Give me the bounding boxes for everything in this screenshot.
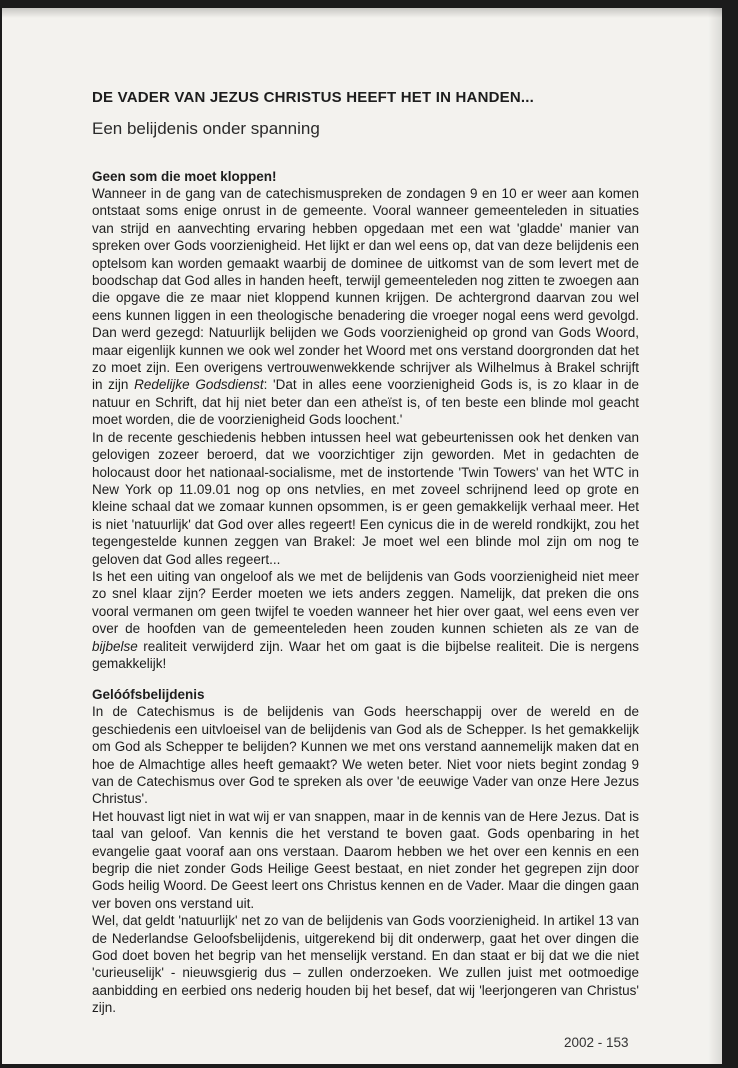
article-subtitle: Een belijdenis onder spanning <box>92 119 320 138</box>
paragraph: In de Catechismus is de belijdenis van Gods heerschappij over de wereld en de geschiedenis een uitvloeisel van de belijdenis van God als de Schepper. Is het gemakkelijk om God als Schepper te belijden? Kunnen we met ons verstand aannemelijk maken dat en hoe de Almachtige alles heeft gemaakt? We weten beter. Niet voor niets begint zondag 9 van de Catechismus over God te spreken als over 'de eeuwige Vader van onze Here Jezus Christus'. <box>92 704 639 807</box>
paragraph: Is het een uiting van ongeloof als we met de belijdenis van Gods voorzienigheid niet meer zo snel klaar zijn? Eerder moeten we iets anders zeggen. Namelijk, dat preken die ons vooral vermanen om geen twijfel te voeden wanneer het hier over gaat, wel eens even ver over de hoofden van de gemeenteleden heen zouden kunnen schieten als ze van de bijbelse realiteit verwijderd zijn. Waar het om gaat is die bijbelse realiteit. Die is nergens gemakkelijk! <box>92 568 639 671</box>
section-heading: Gelóófsbelijdenis <box>92 687 205 703</box>
paragraph: Wel, dat geldt 'natuurlijk' net zo van de belijdenis van Gods voorzienigheid. In artikel 13 van de Nederlandse Geloofsbelijdenis, uitgerekend bij dit onderwerp, gaat het over dingen die God doet boven het begrip van het menselijk verstand. En dan staat er bij dat we die niet 'curieuselijk' - nieuwsgierig dus – zullen onderzoeken. We zullen juist met ootmoedige aanbidding en eerbied ons nederig houden bij het besef, dat wij 'leerjongeren van Christus' zijn. <box>92 913 639 1016</box>
page-number: 2002 - 153 <box>564 1035 629 1050</box>
emphasized-word: bijbelse <box>92 638 138 654</box>
paragraph: In de recente geschiedenis hebben intussen heel wat gebeurtenissen ook het denken van gelovigen zozeer beroerd, dat we voorzichtiger zijn geworden. Met in gedachten de holocaust door het nationaal-socialisme, met de instortende 'Twin Towers' van het WTC in New York op 11.09.01 nog op ons netvlies, en met zoveel schrijnend leed op grote en kleine schaal dat we zomaar kunnen opsommen, is er geen gemakkelijk verhaal meer. Het is niet 'natuurlijk' dat God over alles regeert! Een cynicus die in de wereld rondkijkt, zou het tegengestelde kunnen zeggen van Brakel: Je moet wel een blinde mol zijn om nog te geloven dat God alles regeert... <box>92 429 639 567</box>
section-heading: Geen som die moet kloppen! <box>92 169 277 184</box>
article-body <box>92 88 639 1017</box>
paragraph: Het houvast ligt niet in wat wij er van snappen, maar in de kennis van de Here Jezus. Dat is taal van geloof. Van kennis die het verstand te boven gaat. Gods openbaring in het evangelie gaat vooraf aan ons verstaan. Daarom hebben we het over een kennis en een begrip die niet zonder Gods Heilige Geest bestaat, en niet zonder het gegrepen zijn door Gods heilig Woord. De Geest leert ons Christus kennen en de Vader. Maar die dingen gaan ver boven ons verstand uit. <box>92 808 639 911</box>
article-title: DE VADER VAN JEZUS CHRISTUS HEEFT HET IN HANDEN... <box>92 89 534 106</box>
document-page <box>2 8 722 1064</box>
book-title-emphasis: Redelijke Godsdienst <box>134 377 264 393</box>
paragraph: Wanneer in de gang van de catechismuspreken de zondagen 9 en 10 er weer aan komen ontstaat soms enige onrust in de gemeente. Vooral wanneer gemeenteleden in situaties van strijd en aanvechting ervaring hebben opgedaan met een wat 'gladde' manier van spreken over Gods voorzienigheid. Het lijkt er dan wel eens op, dat van deze belijdenis een optelsom kan worden gemaakt waarbij de dominee de uitkomst van de som levert met de boodschap dat God alles in handen heeft, terwijl gemeenteleden nog zitten te zwoegen aan die opgave die ze maar niet kloppend kunnen krijgen. De achtergrond daarvan zou wel eens kunnen liggen in een theologische benadering die vroeger nogal eens werd gevolgd. Dan werd gezegd: Natuurlijk belijden we Gods voorzienigheid op grond van Gods Woord, maar eigenlijk kunnen we ook wel zonder het Woord met ons verstand doorgronden dat het zo moet zijn. Een overigens vertrouwenwekkende schrijver als Wilhelmus à Brakel schrijft in zijn Redelijke Godsdienst: 'Dat in alles eene voorzienigheid Gods is, is zo klaar in de natuur en Schrift, dat hij niet beter dan een atheïst is, of ten beste een blinde mol geacht moet worden, die de voorzienigheid Gods loochent.' <box>92 186 640 428</box>
page-edge-shadow <box>2 8 722 18</box>
